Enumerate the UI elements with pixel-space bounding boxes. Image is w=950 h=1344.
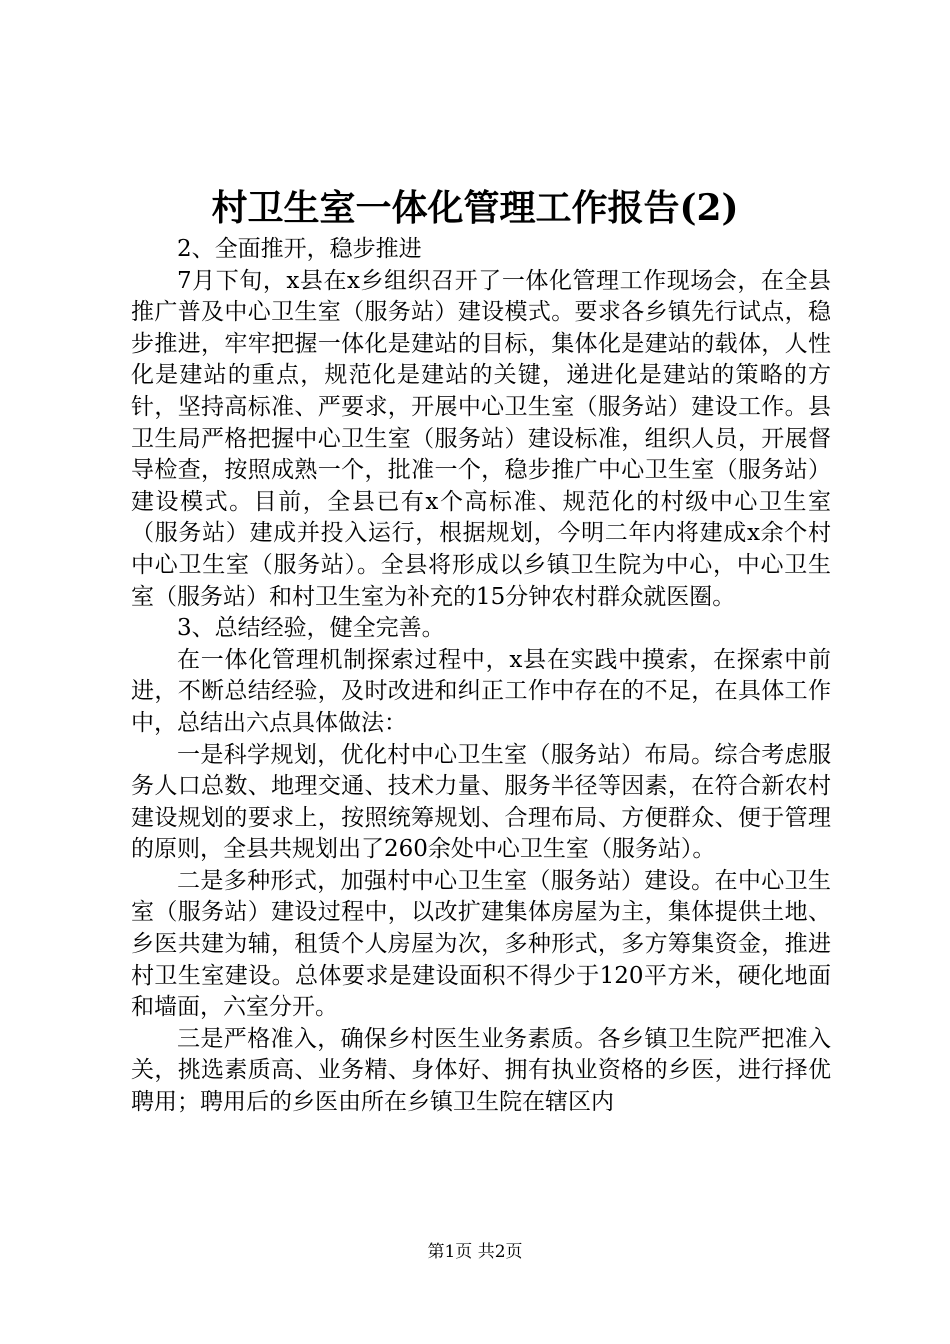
document-title: 村卫生室一体化管理工作报告(2): [211, 187, 739, 229]
paragraph: 在一体化管理机制探索过程中，x县在实践中摸索，在探索中前进，不断总结经验，及时改进和纠正工作中存在的不足，在具体工作中，总结出六点具体做法：: [131, 646, 831, 736]
section-heading-2: 2、全面推开，稳步推进: [177, 236, 422, 262]
document-body: [131, 234, 831, 1119]
page-number-footer: 第1页 共2页: [427, 1242, 523, 1262]
section-heading-3: 3、总结经验，健全完善。: [177, 615, 445, 642]
paragraph: 7月下旬，x县在x乡组织召开了一体化管理工作现场会，在全县推广普及中心卫生室（服务站）建设模式。要求各乡镇先行试点，稳步推进，牢牢把握一体化是建站的目标，集体化是建站的载体，人性化是建站的重点，规范化是建站的关键，递进化是建站的策略的方针，坚持高标准、严要求，开展中心卫生室（服务站）建设工作。县卫生局严格把握中心卫生室（服务站）建设标准，组织人员，开展督导检查，按照成熟一个，批准一个，稳步推广中心卫生室（服务站）建设模式。目前，全县已有x个高标准、规范化的村级中心卫生室（服务站）建成并投入运行，根据规划，今明二年内将建成x余个村中心卫生室（服务站）。全县将形成以乡镇卫生院为中心，中心卫生室（服务站）和村卫生室为补充的15分钟农村群众就医圈。: [131, 267, 831, 610]
paragraph: 一是科学规划，优化村中心卫生室（服务站）布局。综合考虑服务人口总数、地理交通、技术力量、服务半径等因素，在符合新农村建设规划的要求上，按照统筹规划、合理布局、方便群众、便于管理的原则，全县共规划出了260余处中心卫生室（服务站）。: [131, 741, 831, 863]
paragraph: 二是多种形式，加强村中心卫生室（服务站）建设。在中心卫生室（服务站）建设过程中，以改扩建集体房屋为主，集体提供土地、乡医共建为辅，租赁个人房屋为次，多种形式，多方筹集资金，推进村卫生室建设。总体要求是建设面积不得少于120平方米，硬化地面和墙面，六室分开。: [131, 867, 831, 1021]
paragraph: 三是严格准入，确保乡村医生业务素质。各乡镇卫生院严把准入关，挑选素质高、业务精、身体好、拥有执业资格的乡医，进行择优聘用；聘用后的乡医由所在乡镇卫生院在辖区内: [131, 1025, 831, 1116]
